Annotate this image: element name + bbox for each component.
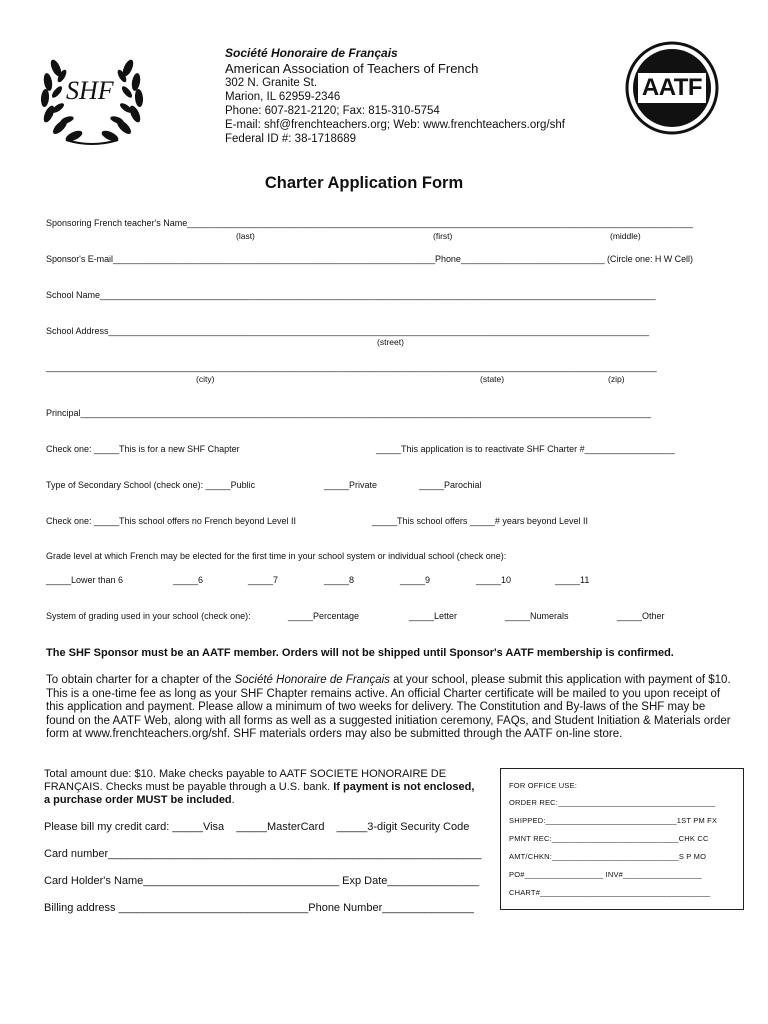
aatf-logo [624, 40, 720, 136]
address-line2-field[interactable]: __________________________________________________________________________________________________________________________ [46, 362, 657, 372]
grading-option[interactable]: _____Percentage [288, 611, 360, 621]
sub-label-street: (street) [377, 337, 404, 347]
check-no-french-beyond[interactable]: Check one: _____This school offers no French beyond Level II [46, 516, 296, 526]
shf-logo-text: SHF [66, 76, 114, 105]
instructions-line1 [46, 674, 731, 688]
office-shipped[interactable]: SHIPPED:______________________________1ST PM FX [509, 816, 718, 825]
instructions-line1-post: at your school, please submit this application with payment of $10. [389, 674, 731, 686]
office-use-title: FOR OFFICE USE: [509, 781, 578, 790]
email-web: E-mail: shf@frenchteachers.org; Web: www.frenchteachers.org/shf [225, 119, 565, 131]
grade-option[interactable]: _____8 [324, 575, 355, 585]
check-years-beyond[interactable]: _____This school offers _____# years beyond Level II [372, 516, 588, 526]
grade-option[interactable]: _____7 [248, 575, 279, 585]
school-type-private[interactable]: _____Private [324, 480, 378, 490]
instructions-line3: this application and payment. Please allow a minimum of two weeks for delivery. The Constitution and By-laws of the SHF may be [46, 701, 706, 713]
page-title: Charter Application Form [264, 174, 464, 192]
sub-label-state: (state) [480, 374, 505, 384]
shf-logo [36, 48, 148, 148]
sponsor-name-field[interactable]: Sponsoring French teacher's Name_____________________________________________________________________________________________________ [46, 218, 693, 228]
total-line2-bold: If payment is not enclosed, [333, 781, 475, 793]
sponsor-email-phone-field[interactable]: Sponsor's E-mail_________________________________________________________________Phone_____________________________ (Circle one: H W Cell) [46, 254, 693, 264]
sub-label-zip: (zip) [608, 374, 625, 384]
total-line3-end: . [231, 794, 235, 806]
grade-option[interactable]: _____10 [476, 575, 512, 585]
aatf-logo-text: AATF [641, 74, 703, 101]
instructions-line1-pre: To obtain charter for a chapter of the [46, 674, 235, 686]
grade-option[interactable]: _____6 [173, 575, 204, 585]
instructions-line5: form at www.frenchteachers.org/shf. SHF materials orders may also be submitted through the AATF on-line store. [46, 728, 623, 740]
assoc-name: American Association of Teachers of French [225, 61, 479, 76]
sub-label-city: (city) [196, 374, 215, 384]
grade-option[interactable]: _____Lower than 6 [46, 575, 124, 585]
principal-field[interactable]: Principal__________________________________________________________________________________________________________________ [46, 408, 652, 418]
school-address-field[interactable]: School Address____________________________________________________________________________________________________________ [46, 326, 650, 336]
phone-fax: Phone: 607-821-2120; Fax: 815-310-5754 [225, 105, 440, 117]
office-order-rec[interactable]: ORDER REC:____________________________________ [509, 798, 716, 807]
sub-label-middle: (middle) [610, 231, 641, 241]
card-number-field[interactable]: Card number_____________________________________________________________ [44, 848, 482, 860]
sub-label-first: (first) [433, 231, 453, 241]
instructions-line2: This is a one-time fee as long as your SHF Chapter remains active. An official Charter certificate will be mailed to you upon receipt of [46, 687, 721, 700]
school-type-parochial[interactable]: _____Parochial [419, 480, 482, 490]
total-line3 [44, 794, 235, 808]
total-line2 [44, 781, 474, 795]
school-name-field[interactable]: School Name_______________________________________________________________________________________________________________ [46, 290, 656, 300]
grading-option[interactable]: _____Letter [409, 611, 458, 621]
office-chart[interactable]: CHART#_______________________________________ [509, 888, 711, 897]
office-pmnt-rec[interactable]: PMNT REC:_____________________________CHK CC [509, 834, 709, 843]
federal-id: Federal ID #: 38-1718689 [225, 133, 357, 145]
total-line3-bold: a purchase order MUST be included [44, 794, 232, 806]
instructions-line1-org: Société Honoraire de Français [234, 674, 390, 686]
address-line2: Marion, IL 62959-2346 [225, 91, 341, 103]
credit-card-options[interactable]: Please bill my credit card: _____Visa _____MasterCard _____3-digit Security Code [44, 821, 470, 833]
grade-option[interactable]: _____9 [400, 575, 431, 585]
card-holder-exp-field[interactable]: Card Holder's Name________________________________ Exp Date_______________ [44, 875, 480, 887]
total-line1: Total amount due: $10. Make checks payable to AATF SOCIETE HONORAIRE DE [44, 768, 447, 780]
office-use-box [500, 768, 744, 910]
grading-label: System of grading used in your school (check one): [46, 611, 251, 621]
instructions-line4: found on the AATF Web, along with all forms as well as a suggested initiation ceremony, FAQs, and Student Initiation & Materials order [46, 714, 731, 727]
grade-level-label: Grade level at which French may be elected for the first time in your school system or individual school (check one): [46, 551, 507, 561]
grading-option[interactable]: _____Other [617, 611, 665, 621]
membership-notice: The SHF Sponsor must be an AATF member. Orders will not be shipped until Sponsor's AATF membership is confirmed. [46, 647, 674, 659]
check-reactivate-chapter[interactable]: _____This application is to reactivate SHF Charter #__________________ [376, 444, 675, 454]
office-po-inv[interactable]: PO#__________________ INV#__________________ [509, 870, 702, 879]
grading-option[interactable]: _____Numerals [505, 611, 569, 621]
total-line2-text: FRANÇAIS. Checks must be payable through a U.S. bank. [44, 781, 334, 793]
billing-address-phone-field[interactable]: Billing address _______________________________Phone Number_______________ [44, 902, 474, 914]
org-name: Société Honoraire de Français [225, 46, 398, 60]
sub-label-last: (last) [236, 231, 255, 241]
office-amt-chkn[interactable]: AMT/CHKN:_____________________________S P MO [509, 852, 707, 861]
check-new-chapter[interactable]: Check one: _____This is for a new SHF Chapter [46, 444, 240, 454]
grade-option[interactable]: _____11 [555, 575, 590, 585]
school-type-public[interactable]: Type of Secondary School (check one): _____Public [46, 480, 256, 490]
address-line1: 302 N. Granite St. [225, 77, 318, 89]
